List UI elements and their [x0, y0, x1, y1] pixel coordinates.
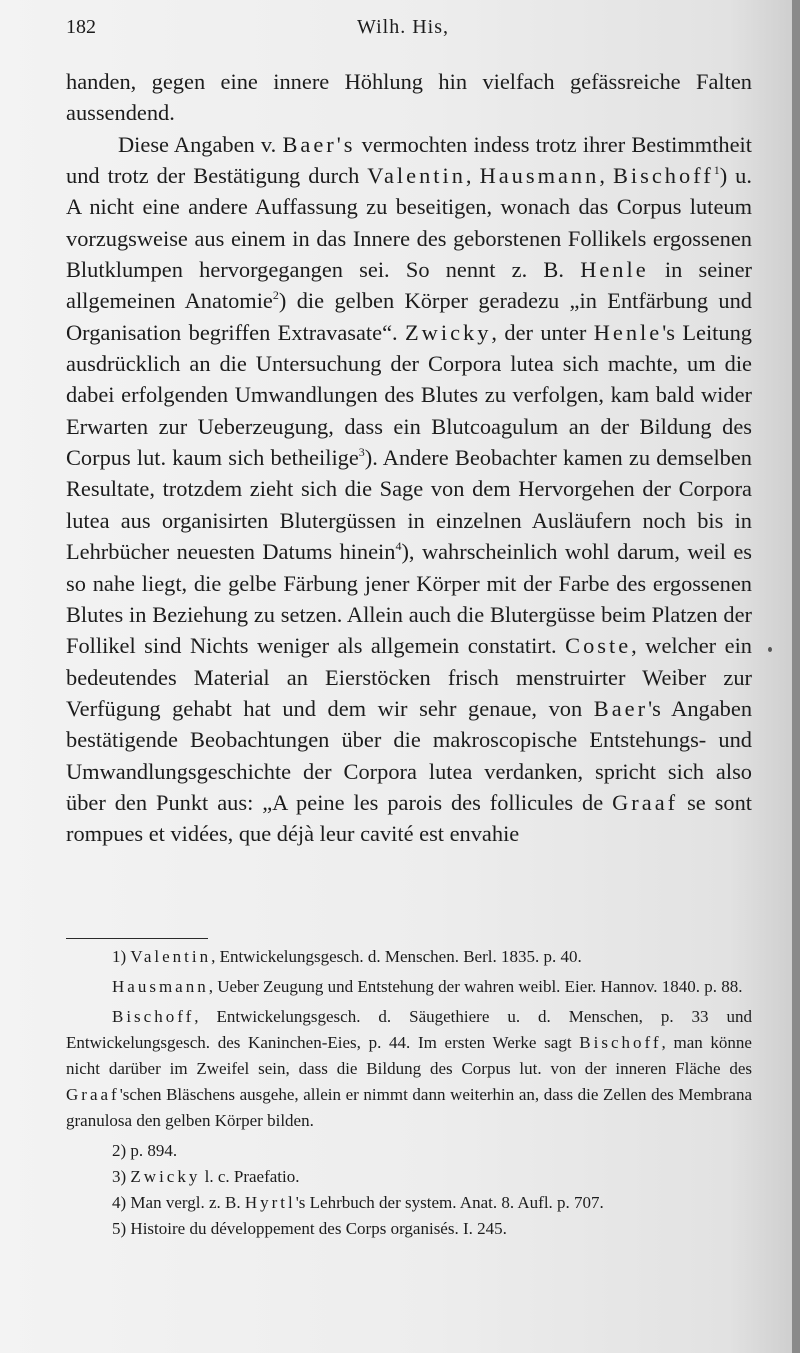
- text-run: vermochten indess trotz ihrer Bestimmtheit und trotz der Bestätigung durch: [66, 131, 752, 189]
- footnote-number: 4): [112, 1193, 127, 1212]
- footnote-text: Histoire du développement des Corps organisés. I. 245.: [130, 1219, 507, 1238]
- footnote-author: Valentin: [130, 947, 212, 966]
- name-henle: Henle: [580, 257, 649, 283]
- paragraph-continued: handen, gegen eine innere Höhlung hin vielfach gefässreiche Falten aussendend.: [66, 69, 752, 126]
- running-head: [66, 16, 744, 44]
- main-text: [66, 66, 752, 850]
- name-bischoff: Bischoff: [612, 163, 714, 189]
- name-baer: Baer: [593, 695, 649, 721]
- footnote-text: p. 894.: [130, 1141, 178, 1160]
- ink-speck: [768, 647, 772, 652]
- footnote-number: 2): [112, 1141, 127, 1160]
- name-baer: Baer's: [282, 131, 356, 157]
- footnote-5: [66, 1216, 752, 1242]
- footnote-author: Hyrtl: [244, 1193, 296, 1212]
- text-run: Diese Angaben v.: [118, 131, 277, 157]
- name-hausmann: Hausmann: [479, 163, 600, 189]
- footnote-2: [66, 1138, 752, 1164]
- name-zwicky: Zwicky: [405, 319, 492, 345]
- text-run: ,: [465, 163, 472, 189]
- text-run: se sont rompues et vidées, que déjà leur cavité est envahie: [66, 789, 752, 847]
- footnote-author: Hausmann: [112, 977, 209, 996]
- text-run: , der unter: [491, 319, 587, 345]
- footnote-text: l. c. Praefatio.: [204, 1167, 300, 1186]
- footnote-text: , Entwickelungsgesch. d. Menschen. Berl. 1835. p. 40.: [211, 947, 582, 966]
- footnote-divider: [66, 938, 208, 939]
- text-run: ), wahrscheinlich wohl darum, weil es so nahe liegt, die gelbe Färbung jener Körper mit der Farbe des ergossenen Blutes in Beziehung zu setzen. Allein auch die Blutergüsse beim Platzen der Follikel sind Nichts weniger als allgemein constatirt.: [66, 539, 753, 659]
- name-graaf: Graaf: [612, 789, 679, 815]
- page-edge: [792, 0, 800, 1353]
- footnote-1: [66, 944, 752, 970]
- footnote-ref-1: 1: [713, 163, 720, 178]
- text-run: in seiner allgemeinen Anatomie: [66, 257, 752, 314]
- running-head-author: Wilh. His,: [357, 16, 449, 38]
- name-coste: Coste: [565, 633, 632, 659]
- footnote-ref-4: 4: [395, 539, 402, 554]
- footnote-4: [66, 1190, 752, 1216]
- name-henle: Henle: [593, 319, 663, 345]
- footnote-ref-3: 3: [358, 445, 365, 460]
- footnote-author: Graaf: [66, 1085, 120, 1104]
- footnote-text: , Entwickelungsgesch. d. Säugethiere u. d. Menschen, p. 33 und Entwickelungsgesch. des Kaninchen-Eies, p. 44. Im ersten Werke sagt: [66, 1007, 752, 1052]
- footnote-1-hausmann: [66, 974, 752, 1000]
- text-run: 's Angaben bestätigende Beobachtungen über die makroscopische Entstehungs- und Umwandlungsgeschichte der Corpora lutea verdanken, spricht sich also über den Punkt aus: „A peine les parois des follicules de: [66, 695, 753, 815]
- footnote-ref-2: 2: [272, 288, 279, 303]
- footnote-3: [66, 1164, 752, 1190]
- footnote-text: 's Lehrbuch der system. Anat. 8. Aufl. p. 707.: [295, 1193, 604, 1212]
- footnotes: [66, 944, 752, 1242]
- text-run: ) die gelben Körper geradezu „in Entfärbung und Organisation begriffen Extravasate“.: [66, 288, 752, 345]
- footnote-author: Bischoff: [579, 1033, 662, 1052]
- page-number: 182: [66, 16, 96, 38]
- footnote-author: Bischoff: [112, 1007, 195, 1026]
- footnote-text: 'schen Bläschens ausgehe, allein er nimmt dann weiterhin an, dass die Zellen des Membrana granulosa den gelben Körper bilden.: [66, 1085, 752, 1130]
- text-run: ) u. A nicht eine andere Auffassung zu beseitigen, wonach das Corpus luteum vorzugsweise aus einem in das Innere des geborstenen Follikels ergossenen Blutklumpen hervorgegangen sei. So nennt z. B.: [66, 163, 752, 283]
- footnote-text: Man vergl. z. B.: [130, 1193, 241, 1212]
- footnote-text: , Ueber Zeugung und Entstehung der wahren weibl. Eier. Hannov. 1840. p. 88.: [208, 977, 743, 996]
- name-valentin: Valentin: [367, 163, 466, 189]
- footnote-number: 1): [112, 947, 127, 966]
- footnote-author: Zwicky: [130, 1167, 201, 1186]
- footnote-text: , man könne nicht darüber im Zweifel sein, dass die Bildung des Corpus lut. von der inneren Fläche des: [66, 1033, 752, 1078]
- text-run: , welcher ein bedeutendes Material an Eierstöcken frisch menstruirter Weiber zur Verfügung gehabt hat und dem wir sehr genaue, von: [66, 633, 752, 721]
- text-run: 's Leitung ausdrücklich an die Untersuchung der Corpora lutea sich machte, um die dabei erfolgenden Umwandlungen des Blutes zu verfolgen, kam bald wider Erwarten zur Ueberzeugung, dass ein Blutcoagulum an der Bildung des Corpus lut. kaum sich betheilige: [66, 319, 752, 471]
- text-run: ,: [599, 163, 605, 189]
- footnote-number: 3): [112, 1167, 127, 1186]
- paragraph-corpus-luteum: [66, 129, 752, 850]
- footnote-1-bischoff: [66, 1004, 752, 1134]
- footnote-number: 5): [112, 1219, 127, 1238]
- text-run: ). Andere Beobachter kamen zu demselben Resultate, trotzdem zieht sich die Sage von dem Hervorgehen der Corpora lutea aus organisirten Blutergüssen in einzelnen Ausläufern noch bis in Lehrbücher neuesten Datums hinein: [66, 445, 752, 565]
